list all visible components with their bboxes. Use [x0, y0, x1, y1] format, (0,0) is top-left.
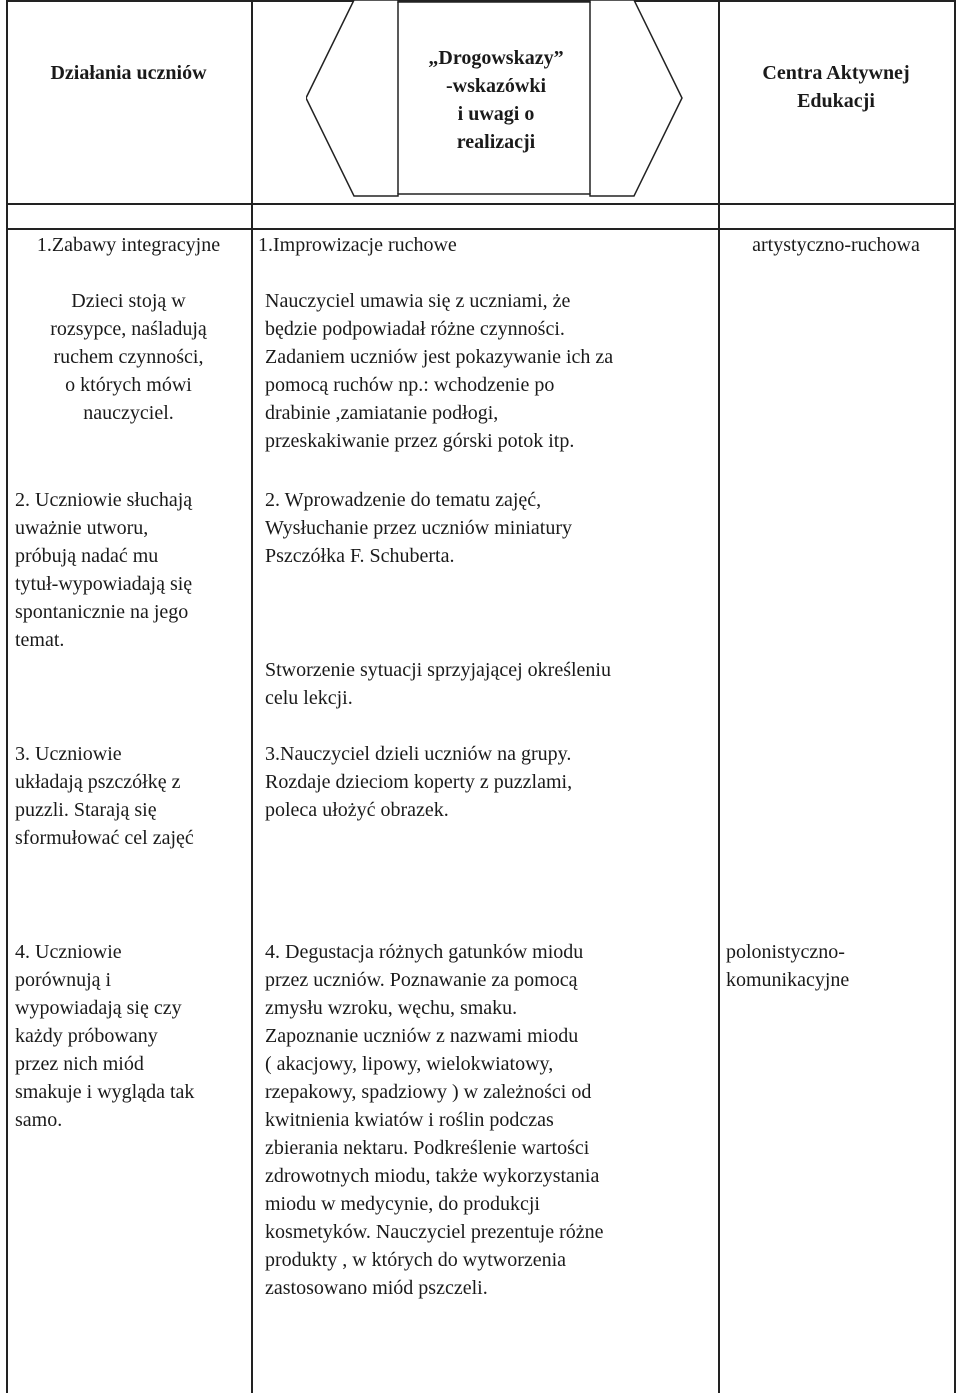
students-item-4: 4. Uczniowie porównują i wypowiadają się czy każdy próbowany przez nich miód smakuje i wygląda tak samo. — [15, 941, 195, 1131]
guidance-item-2-goal: Stworzenie sytuacji sprzyjającej określeniu celu lekcji. — [265, 659, 611, 709]
center-polish-communication: polonistyczno- komunikacyjne — [726, 941, 850, 991]
guidance-item-1-title: 1.Improwizacje ruchowe — [258, 234, 457, 256]
lesson-plan-table — [6, 0, 956, 1393]
students-item-3: 3. Uczniowie układają pszczółkę z puzzli. Starają się sformułować cel zajęć — [15, 743, 194, 849]
students-item-1-body: Dzieci stoją w rozsypce, naśladują ruchem czynności, o których mówi nauczyciel. — [50, 290, 207, 424]
border-left — [6, 0, 8, 1393]
center-artistic-movement: artystyczno-ruchowa — [752, 234, 920, 256]
guidance-item-1-body: Nauczyciel umawia się z uczniami, że będzie podpowiadał różne czynności. Zadaniem uczniów jest pokazywanie ich za pomocą ruchów np.: wchodzenie po drabinie ,zamiatanie podłogi, przeskakiwanie przez górski potok itp. — [265, 290, 614, 452]
header-guidance: „Drogowskazy” -wskazówki i uwagi o realizacji — [428, 47, 564, 153]
row-divider — [6, 228, 956, 230]
border-column-2 — [718, 0, 720, 1393]
border-right — [954, 0, 956, 1393]
header-students-actions: Działania uczniów — [50, 62, 207, 84]
guidance-item-2: 2. Wprowadzenie do tematu zajęć, Wysłuchanie przez uczniów miniatury Pszczółka F. Schuberta. — [265, 489, 573, 567]
students-item-2: 2. Uczniowie słuchają uważnie utworu, próbują nadać mu tytuł-wypowiadają się spontanicznie na jego temat. — [15, 489, 193, 651]
header-bottom-border — [6, 203, 956, 205]
header-active-education-centers: Centra Aktywnej Edukacji — [762, 62, 910, 112]
border-column-1 — [251, 0, 253, 1393]
guidance-item-3: 3.Nauczyciel dzieli uczniów na grupy. Rozdaje dzieciom koperty z puzzlami, poleca ułożyć obrazek. — [265, 743, 573, 821]
students-item-1-title: 1.Zabawy integracyjne — [36, 234, 221, 256]
guidance-item-4: 4. Degustacja różnych gatunków miodu przez uczniów. Poznawanie za pomocą zmysłu wzroku, węchu, smaku. Zapoznanie uczniów z nazwami miodu ( akacjowy, lipowy, wielokwiatowy, rzepakowy, spadziowy ) w zależności od kwitnienia kwiatów i roślin podczas zbierania nektaru. Podkreślenie wartości zdrowotnych miodu, także wykorzystania miodu w medycynie, do produkcji kosmetyków. Nauczyciel prezentuje różne produkty , w których do wytworzenia zastosowano miód pszczeli. — [265, 941, 604, 1299]
